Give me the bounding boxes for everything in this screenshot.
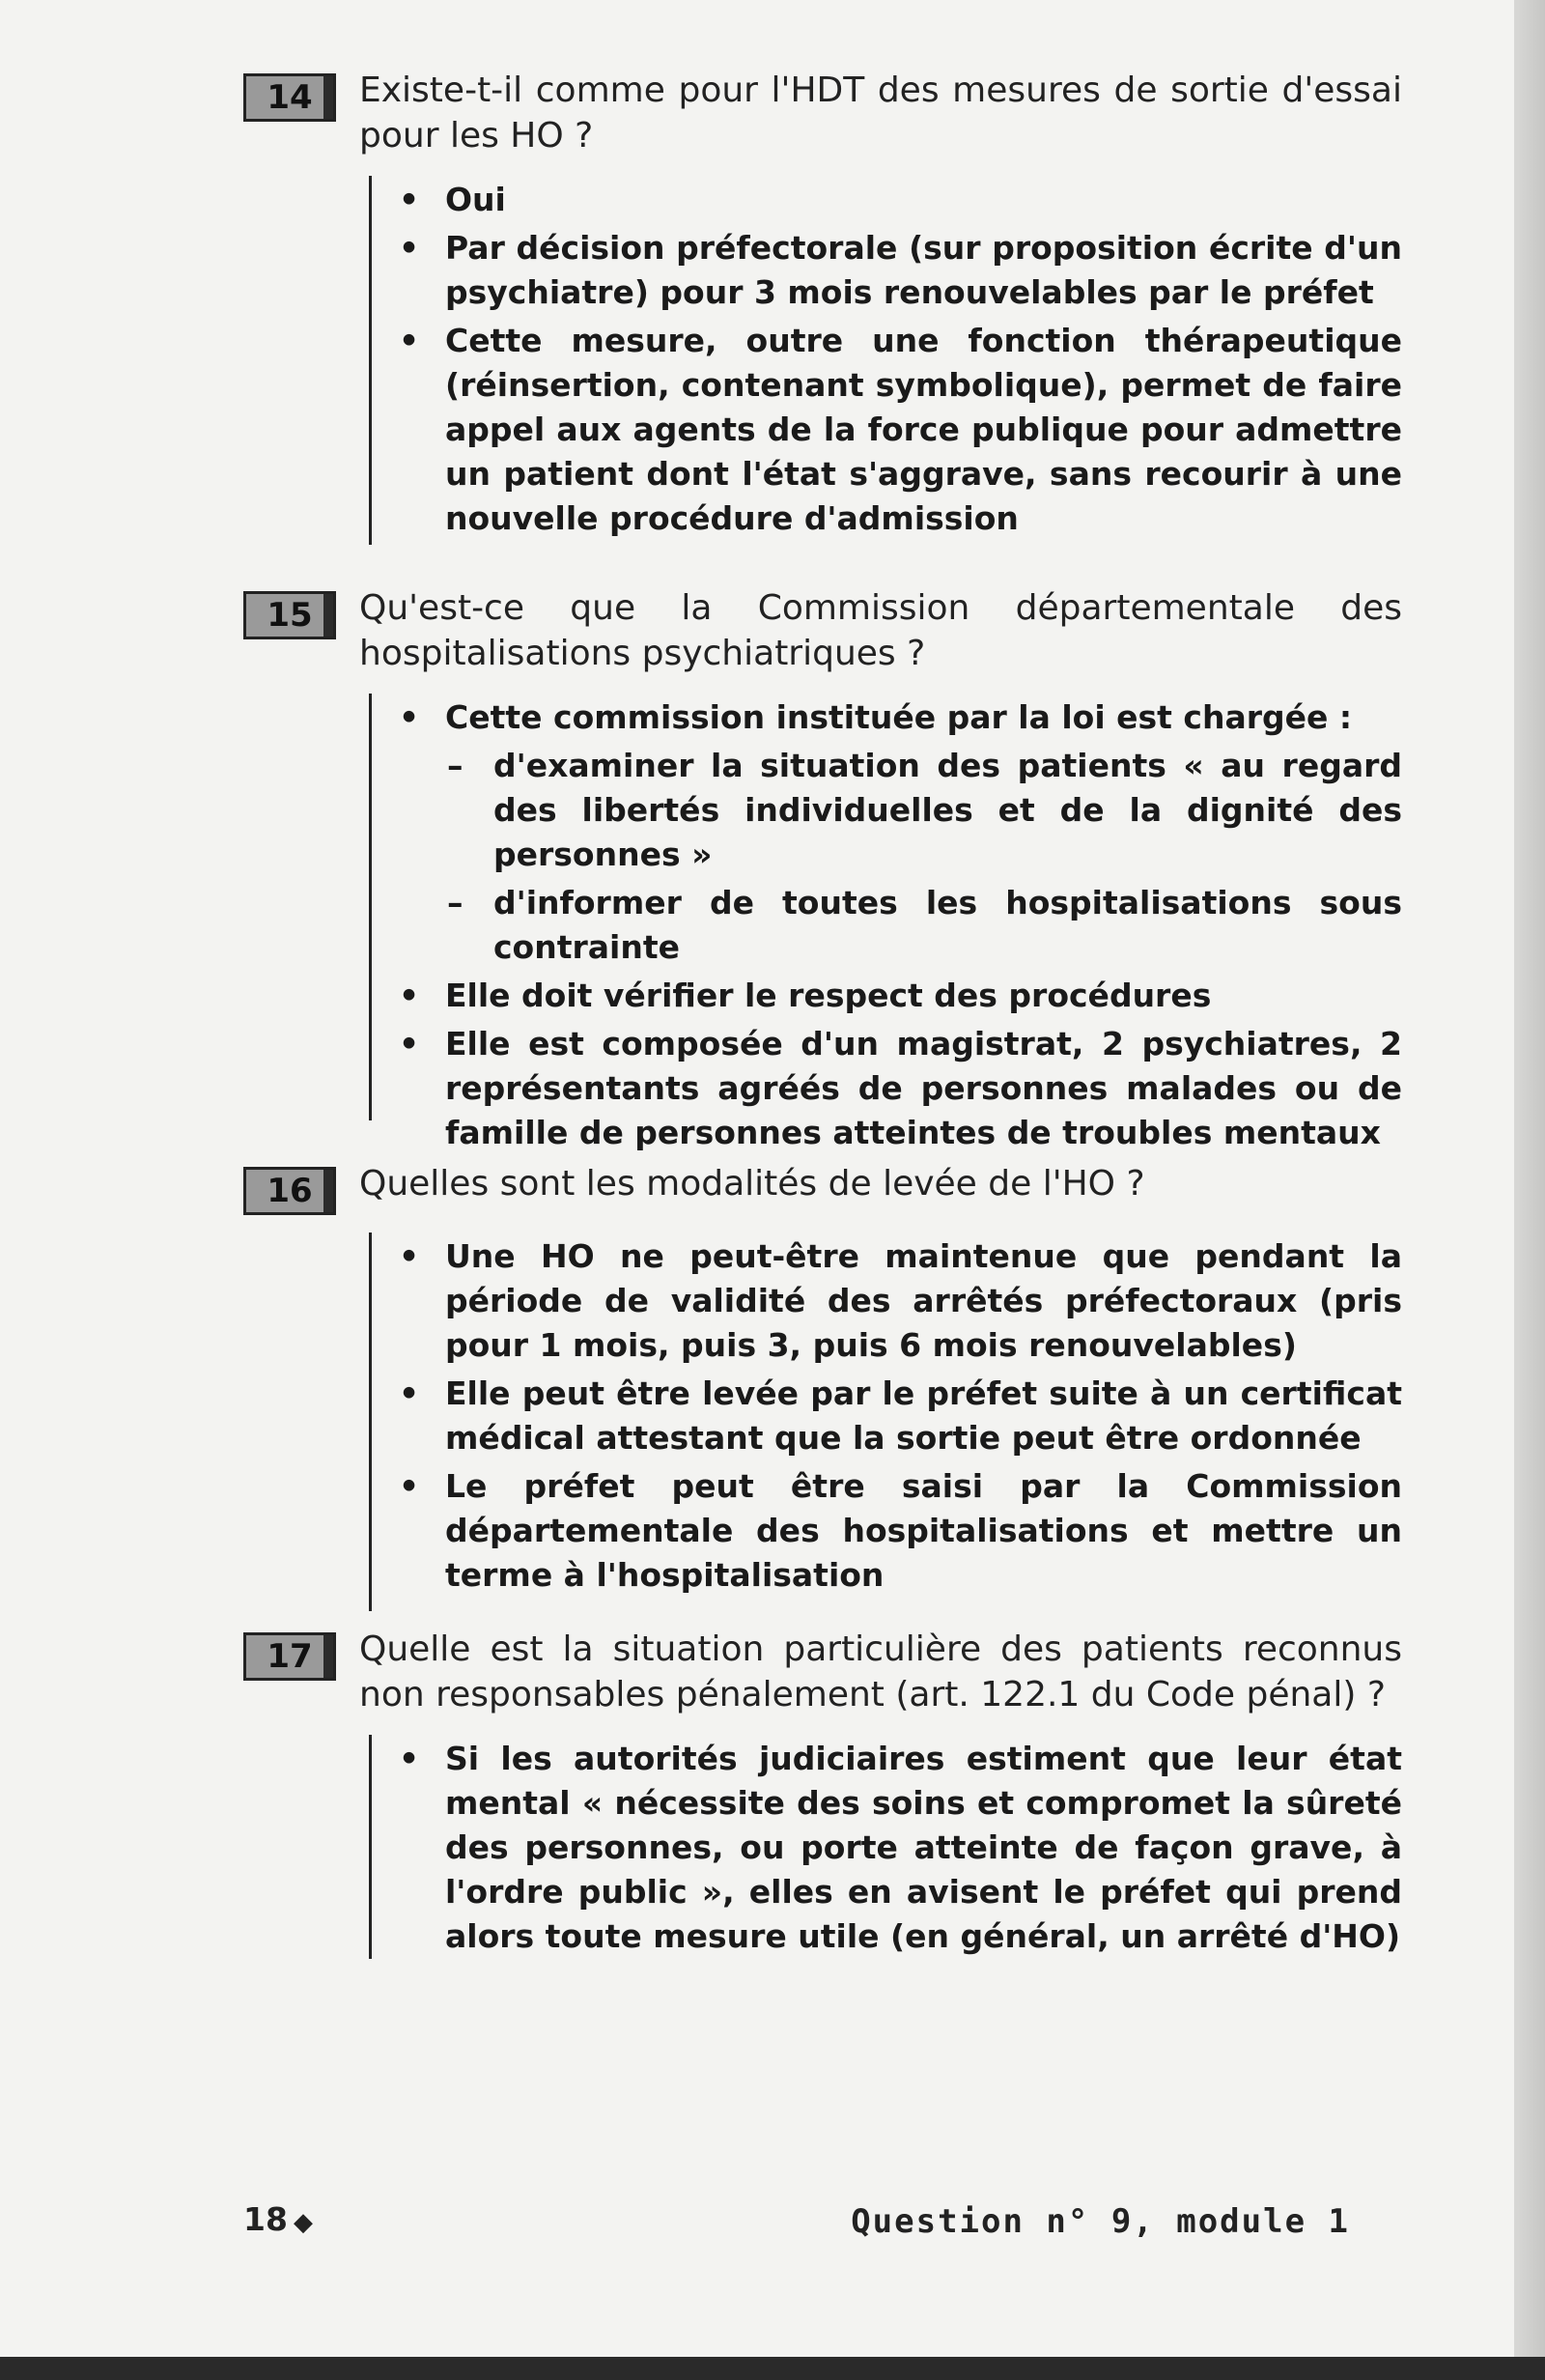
answer-item: • Si les autorités judiciaires estiment que leur état mental « nécessite des soins et compromet la sûreté des personnes, ou porte atteinte de façon grave, à l'ordre public », elles en avisent le préfet qui prend alors toute mesure utile (en général, un arrêté d'HO) [391, 1737, 1402, 1959]
answer-item: • Cette commission instituée par la loi est chargée : [391, 695, 1402, 740]
page-edge [1514, 0, 1545, 2380]
answer-block [369, 176, 1402, 545]
diamond-icon: ◆ [293, 2208, 313, 2237]
question-block-17 [243, 1629, 1402, 1959]
answer-item: • Par décision préfectorale (sur proposition écrite d'un psychiatre) pour 3 mois renouvelables par le préfet [391, 226, 1402, 315]
answer-item: • Elle est composée d'un magistrat, 2 psychiatres, 2 représentants agréés de personnes malades ou de famille de personnes atteintes de troubles mentaux [391, 1022, 1402, 1155]
question-block-15 [243, 588, 1402, 1151]
answer-item: • Oui [391, 178, 1402, 222]
question-text: Quelle est la situation particulière des patients reconnus non responsables pénalement (art. 122.1 du Code pénal) ? [359, 1629, 1402, 1714]
question-number-badge: 16 [243, 1167, 336, 1215]
question-block-16 [243, 1164, 1402, 1611]
answer-item: • Elle doit vérifier le respect des procédures [391, 974, 1402, 1018]
answer-block [369, 1232, 1402, 1611]
scan-border [0, 2357, 1545, 2380]
answer-item: • Une HO ne peut-être maintenue que pendant la période de validité des arrêtés préfectoraux (pris pour 1 mois, puis 3, puis 6 mois renouvelables) [391, 1234, 1402, 1368]
question-number-badge: 14 [243, 73, 336, 122]
question-text: Existe-t-il comme pour l'HDT des mesures de sortie d'essai pour les HO ? [359, 71, 1402, 156]
question-text: Quelles sont les modalités de levée de l'HO ? [359, 1164, 1145, 1204]
answer-item: • Elle peut être levée par le préfet suite à un certificat médical attestant que la sortie peut être ordonnée [391, 1372, 1402, 1460]
page-number: 18 [243, 2200, 288, 2238]
question-number-badge: 17 [243, 1632, 336, 1681]
answer-block [369, 694, 1402, 1151]
answer-item: • Le préfet peut être saisi par la Commission départementale des hospitalisations et mettre un terme à l'hospitalisation [391, 1464, 1402, 1598]
answer-sub-item: – d'informer de toutes les hospitalisations sous contrainte [391, 881, 1402, 970]
page-number-footer [243, 2200, 313, 2238]
question-block-14 [243, 73, 1402, 545]
running-title: Question n° 9, module 1 [851, 2202, 1350, 2241]
question-text: Qu'est-ce que la Commission départementale des hospitalisations psychiatriques ? [359, 588, 1402, 673]
answer-block [369, 1735, 1402, 1959]
question-number-badge: 15 [243, 591, 336, 639]
answer-sub-item: – d'examiner la situation des patients « au regard des libertés individuelles et de la dignité des personnes » [391, 744, 1402, 877]
answer-item: • Cette mesure, outre une fonction thérapeutique (réinsertion, contenant symbolique), permet de faire appel aux agents de la force publique pour admettre un patient dont l'état s'aggrave, sans recourir à une nouvelle procédure d'admission [391, 319, 1402, 541]
